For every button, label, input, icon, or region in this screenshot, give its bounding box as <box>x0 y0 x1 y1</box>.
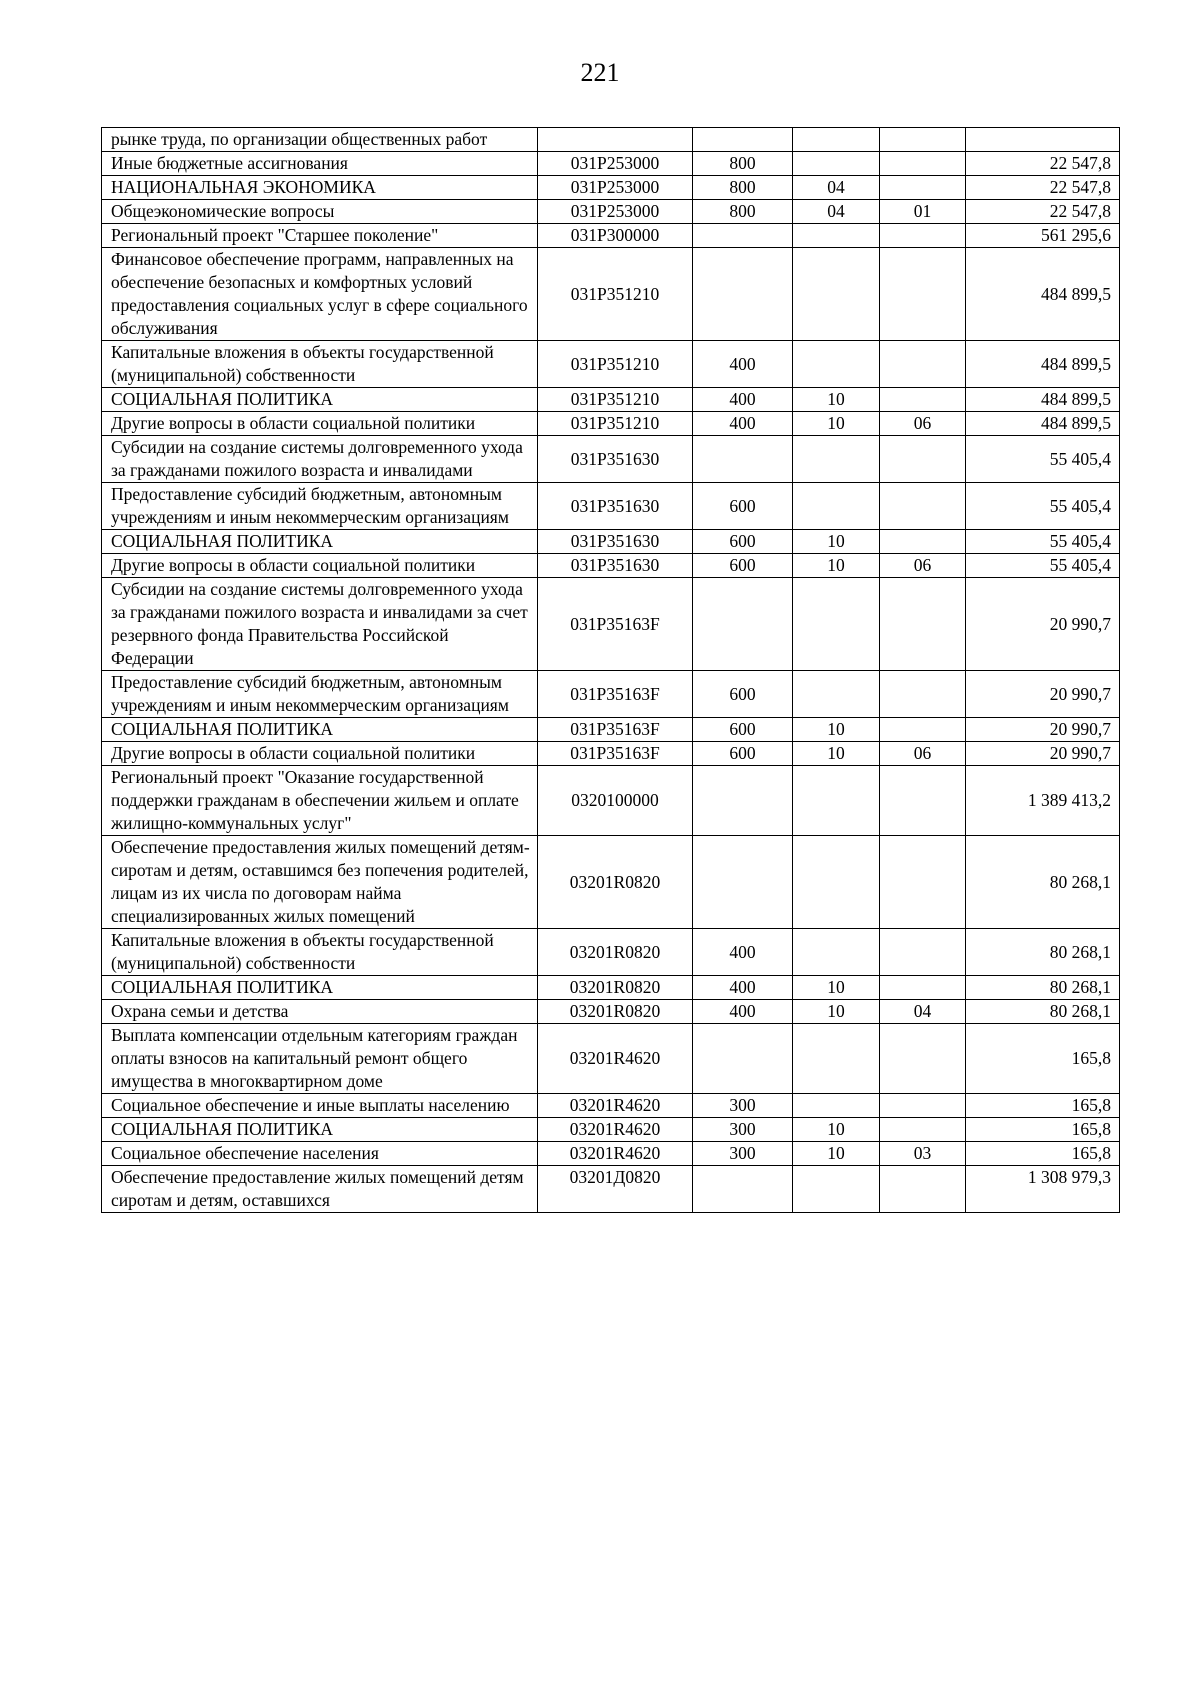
row-code-cell: 03201R4620 <box>538 1118 693 1142</box>
row-code-cell: 031P253000 <box>538 152 693 176</box>
row-subsection-cell: 01 <box>880 200 966 224</box>
row-sum-cell: 1 308 979,3 <box>966 1166 1120 1213</box>
row-code-cell <box>538 128 693 152</box>
row-section-cell <box>793 836 880 929</box>
row-code-cell: 03201R0820 <box>538 1000 693 1024</box>
row-expense-type-cell: 400 <box>693 929 793 976</box>
row-code-cell: 031P351630 <box>538 483 693 530</box>
row-name-cell: СОЦИАЛЬНАЯ ПОЛИТИКА <box>102 718 538 742</box>
row-expense-type-cell <box>693 836 793 929</box>
row-code-cell: 031P35163F <box>538 671 693 718</box>
row-subsection-cell <box>880 718 966 742</box>
row-subsection-cell: 06 <box>880 742 966 766</box>
row-sum-cell: 484 899,5 <box>966 388 1120 412</box>
table-row <box>102 436 1120 483</box>
table-row <box>102 152 1120 176</box>
row-name-cell: Финансовое обеспечение программ, направленных на обеспечение безопасных и комфортных условий предоставления социальных услуг в сфере социального обслуживания <box>102 248 538 341</box>
row-name-cell: СОЦИАЛЬНАЯ ПОЛИТИКА <box>102 976 538 1000</box>
row-sum-cell: 80 268,1 <box>966 836 1120 929</box>
row-sum-cell: 20 990,7 <box>966 742 1120 766</box>
table-row <box>102 388 1120 412</box>
row-expense-type-cell: 800 <box>693 176 793 200</box>
row-name-cell: Капитальные вложения в объекты государственной (муниципальной) собственности <box>102 341 538 388</box>
row-name-cell: Обеспечение предоставление жилых помещений детям сиротам и детям, оставшихся <box>102 1166 538 1213</box>
row-code-cell: 031P351210 <box>538 248 693 341</box>
table-row <box>102 128 1120 152</box>
row-name-cell: Охрана семьи и детства <box>102 1000 538 1024</box>
row-section-cell: 10 <box>793 1000 880 1024</box>
table-row <box>102 176 1120 200</box>
row-subsection-cell <box>880 1024 966 1094</box>
row-sum-cell: 55 405,4 <box>966 554 1120 578</box>
row-subsection-cell <box>880 836 966 929</box>
row-code-cell: 03201R0820 <box>538 836 693 929</box>
row-sum-cell: 165,8 <box>966 1094 1120 1118</box>
row-expense-type-cell <box>693 128 793 152</box>
row-name-cell: Иные бюджетные ассигнования <box>102 152 538 176</box>
row-section-cell <box>793 248 880 341</box>
row-name-cell: Общеэкономические вопросы <box>102 200 538 224</box>
row-subsection-cell <box>880 1166 966 1213</box>
table-row <box>102 200 1120 224</box>
table-row <box>102 766 1120 836</box>
row-subsection-cell <box>880 766 966 836</box>
row-sum-cell: 80 268,1 <box>966 976 1120 1000</box>
row-sum-cell: 80 268,1 <box>966 929 1120 976</box>
row-expense-type-cell: 800 <box>693 200 793 224</box>
row-code-cell: 031P35163F <box>538 718 693 742</box>
row-subsection-cell <box>880 976 966 1000</box>
row-sum-cell: 165,8 <box>966 1142 1120 1166</box>
row-expense-type-cell: 300 <box>693 1094 793 1118</box>
row-subsection-cell <box>880 152 966 176</box>
row-code-cell: 031P351210 <box>538 388 693 412</box>
table-row <box>102 1142 1120 1166</box>
row-section-cell <box>793 483 880 530</box>
row-subsection-cell: 03 <box>880 1142 966 1166</box>
row-sum-cell: 20 990,7 <box>966 671 1120 718</box>
row-section-cell <box>793 1024 880 1094</box>
row-subsection-cell <box>880 483 966 530</box>
row-code-cell: 03201R0820 <box>538 976 693 1000</box>
table-row <box>102 341 1120 388</box>
table-row <box>102 224 1120 248</box>
table-row <box>102 578 1120 671</box>
row-subsection-cell <box>880 1094 966 1118</box>
row-sum-cell <box>966 128 1120 152</box>
row-expense-type-cell: 600 <box>693 742 793 766</box>
row-expense-type-cell: 300 <box>693 1118 793 1142</box>
row-expense-type-cell: 600 <box>693 530 793 554</box>
row-subsection-cell <box>880 388 966 412</box>
row-name-cell: СОЦИАЛЬНАЯ ПОЛИТИКА <box>102 1118 538 1142</box>
budget-table-body <box>102 128 1120 1213</box>
row-name-cell: Предоставление субсидий бюджетным, автономным учреждениям и иным некоммерческим организациям <box>102 671 538 718</box>
table-row <box>102 554 1120 578</box>
row-section-cell: 04 <box>793 176 880 200</box>
row-section-cell <box>793 578 880 671</box>
table-row <box>102 1166 1120 1213</box>
row-sum-cell: 484 899,5 <box>966 341 1120 388</box>
row-subsection-cell <box>880 176 966 200</box>
page-number: 221 <box>580 58 620 87</box>
row-section-cell <box>793 671 880 718</box>
row-expense-type-cell <box>693 1024 793 1094</box>
row-name-cell: Другие вопросы в области социальной политики <box>102 412 538 436</box>
table-row <box>102 1118 1120 1142</box>
row-sum-cell: 20 990,7 <box>966 718 1120 742</box>
row-code-cell: 031P300000 <box>538 224 693 248</box>
table-row <box>102 248 1120 341</box>
row-sum-cell: 165,8 <box>966 1118 1120 1142</box>
row-section-cell: 10 <box>793 530 880 554</box>
row-expense-type-cell: 600 <box>693 671 793 718</box>
table-row <box>102 483 1120 530</box>
budget-table <box>101 127 1120 1213</box>
row-code-cell: 03201R4620 <box>538 1024 693 1094</box>
row-code-cell: 031P35163F <box>538 742 693 766</box>
row-name-cell: Региональный проект "Старшее поколение" <box>102 224 538 248</box>
row-subsection-cell <box>880 248 966 341</box>
table-row <box>102 718 1120 742</box>
row-section-cell <box>793 128 880 152</box>
table-row <box>102 742 1120 766</box>
row-sum-cell: 484 899,5 <box>966 412 1120 436</box>
table-row <box>102 929 1120 976</box>
row-section-cell <box>793 1166 880 1213</box>
row-code-cell: 03201R4620 <box>538 1142 693 1166</box>
row-section-cell: 10 <box>793 718 880 742</box>
row-expense-type-cell <box>693 248 793 341</box>
row-section-cell: 10 <box>793 412 880 436</box>
row-expense-type-cell: 400 <box>693 1000 793 1024</box>
row-expense-type-cell <box>693 1166 793 1213</box>
row-name-cell: Социальное обеспечение населения <box>102 1142 538 1166</box>
row-subsection-cell <box>880 341 966 388</box>
row-name-cell: СОЦИАЛЬНАЯ ПОЛИТИКА <box>102 388 538 412</box>
row-expense-type-cell: 400 <box>693 388 793 412</box>
row-expense-type-cell: 400 <box>693 412 793 436</box>
row-subsection-cell: 06 <box>880 554 966 578</box>
row-sum-cell: 80 268,1 <box>966 1000 1120 1024</box>
row-subsection-cell: 04 <box>880 1000 966 1024</box>
table-row <box>102 1024 1120 1094</box>
row-name-cell: Субсидии на создание системы долговременного ухода за гражданами пожилого возраста и инвалидами <box>102 436 538 483</box>
row-subsection-cell <box>880 128 966 152</box>
row-section-cell: 10 <box>793 1118 880 1142</box>
row-name-cell: Предоставление субсидий бюджетным, автономным учреждениям и иным некоммерческим организациям <box>102 483 538 530</box>
table-row <box>102 836 1120 929</box>
row-expense-type-cell <box>693 578 793 671</box>
row-name-cell: Региональный проект "Оказание государственной поддержки гражданам в обеспечении жильем и оплате жилищно-коммунальных услуг" <box>102 766 538 836</box>
row-section-cell: 10 <box>793 388 880 412</box>
row-section-cell <box>793 152 880 176</box>
table-row <box>102 976 1120 1000</box>
row-expense-type-cell <box>693 436 793 483</box>
row-section-cell: 04 <box>793 200 880 224</box>
table-row <box>102 530 1120 554</box>
row-name-cell: Выплата компенсации отдельным категориям граждан оплаты взносов на капитальный ремонт общего имущества в многоквартирном доме <box>102 1024 538 1094</box>
row-sum-cell: 22 547,8 <box>966 152 1120 176</box>
row-sum-cell: 484 899,5 <box>966 248 1120 341</box>
row-sum-cell: 20 990,7 <box>966 578 1120 671</box>
row-code-cell: 031P351630 <box>538 530 693 554</box>
row-expense-type-cell <box>693 766 793 836</box>
row-expense-type-cell: 600 <box>693 718 793 742</box>
row-section-cell <box>793 341 880 388</box>
table-row <box>102 1094 1120 1118</box>
row-name-cell: Капитальные вложения в объекты государственной (муниципальной) собственности <box>102 929 538 976</box>
row-expense-type-cell <box>693 224 793 248</box>
row-code-cell: 0320100000 <box>538 766 693 836</box>
row-section-cell <box>793 224 880 248</box>
row-code-cell: 031P351630 <box>538 554 693 578</box>
row-section-cell: 10 <box>793 976 880 1000</box>
row-section-cell: 10 <box>793 742 880 766</box>
row-sum-cell: 55 405,4 <box>966 436 1120 483</box>
row-name-cell: Обеспечение предоставления жилых помещений детям-сиротам и детям, оставшимся без попечения родителей, лицам из их числа по договорам найма специализированных жилых помещений <box>102 836 538 929</box>
row-code-cell: 031P351210 <box>538 341 693 388</box>
row-subsection-cell <box>880 436 966 483</box>
row-sum-cell: 22 547,8 <box>966 200 1120 224</box>
row-name-cell: Другие вопросы в области социальной политики <box>102 554 538 578</box>
row-code-cell: 031P253000 <box>538 200 693 224</box>
table-row <box>102 1000 1120 1024</box>
row-expense-type-cell: 600 <box>693 483 793 530</box>
row-name-cell: рынке труда, по организации общественных работ <box>102 128 538 152</box>
row-sum-cell: 1 389 413,2 <box>966 766 1120 836</box>
row-subsection-cell: 06 <box>880 412 966 436</box>
row-sum-cell: 55 405,4 <box>966 530 1120 554</box>
row-code-cell: 031P35163F <box>538 578 693 671</box>
row-name-cell: Другие вопросы в области социальной политики <box>102 742 538 766</box>
row-sum-cell: 165,8 <box>966 1024 1120 1094</box>
row-section-cell: 10 <box>793 554 880 578</box>
row-expense-type-cell: 300 <box>693 1142 793 1166</box>
row-section-cell: 10 <box>793 1142 880 1166</box>
row-expense-type-cell: 600 <box>693 554 793 578</box>
row-code-cell: 03201R0820 <box>538 929 693 976</box>
row-expense-type-cell: 400 <box>693 341 793 388</box>
row-code-cell: 031P351210 <box>538 412 693 436</box>
row-subsection-cell <box>880 671 966 718</box>
row-subsection-cell <box>880 530 966 554</box>
table-row <box>102 671 1120 718</box>
row-code-cell: 031P351630 <box>538 436 693 483</box>
row-subsection-cell <box>880 929 966 976</box>
row-expense-type-cell: 400 <box>693 976 793 1000</box>
row-sum-cell: 55 405,4 <box>966 483 1120 530</box>
row-subsection-cell <box>880 224 966 248</box>
row-code-cell: 03201Д0820 <box>538 1166 693 1213</box>
row-subsection-cell <box>880 1118 966 1142</box>
row-name-cell: НАЦИОНАЛЬНАЯ ЭКОНОМИКА <box>102 176 538 200</box>
row-expense-type-cell: 800 <box>693 152 793 176</box>
row-name-cell: Субсидии на создание системы долговременного ухода за гражданами пожилого возраста и инвалидами за счет резервного фонда Правительства Российской Федерации <box>102 578 538 671</box>
row-section-cell <box>793 766 880 836</box>
table-row <box>102 412 1120 436</box>
row-section-cell <box>793 929 880 976</box>
row-subsection-cell <box>880 578 966 671</box>
row-name-cell: Социальное обеспечение и иные выплаты населению <box>102 1094 538 1118</box>
row-sum-cell: 561 295,6 <box>966 224 1120 248</box>
row-sum-cell: 22 547,8 <box>966 176 1120 200</box>
row-section-cell <box>793 1094 880 1118</box>
row-section-cell <box>793 436 880 483</box>
row-code-cell: 031P253000 <box>538 176 693 200</box>
row-code-cell: 03201R4620 <box>538 1094 693 1118</box>
row-name-cell: СОЦИАЛЬНАЯ ПОЛИТИКА <box>102 530 538 554</box>
